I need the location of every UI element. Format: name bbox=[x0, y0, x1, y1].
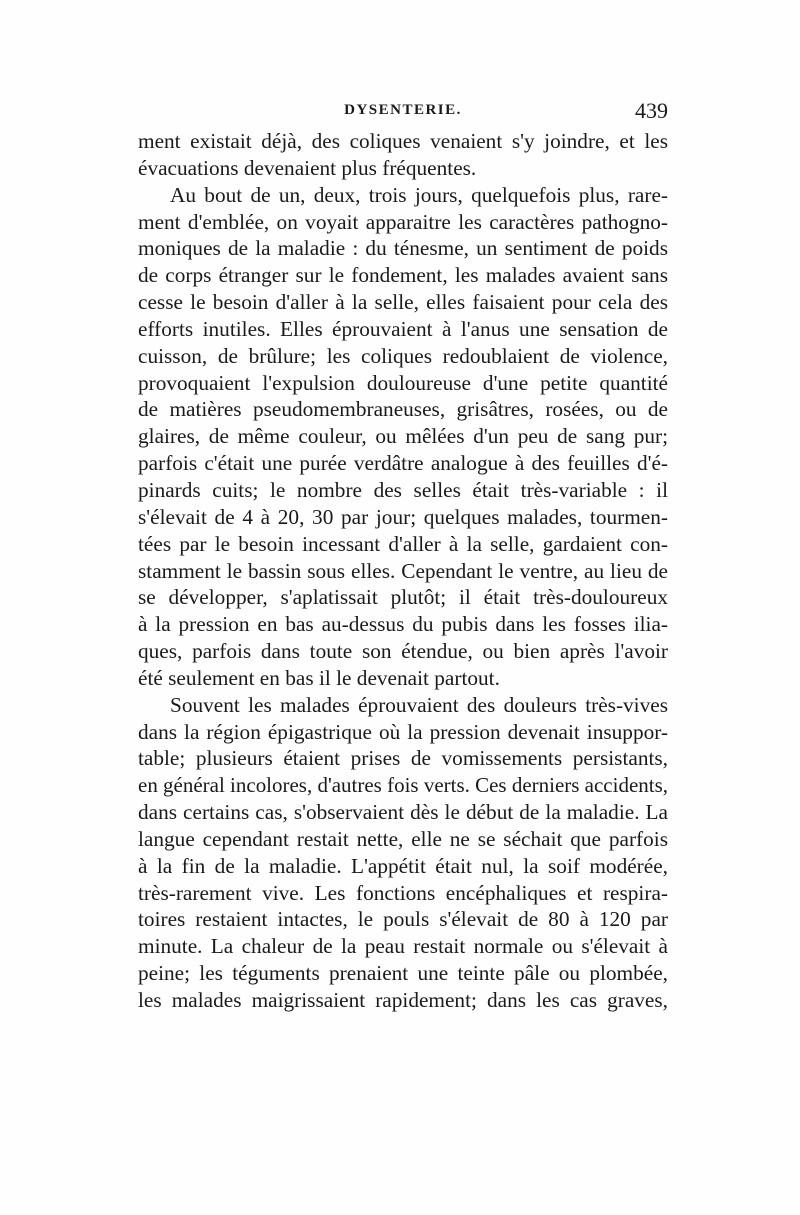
text-line: Au bout de un, deux, trois jours, quelquefois plus, rare- bbox=[170, 182, 668, 207]
text-line: les malades maigrissaient rapidement; dans les cas graves, bbox=[138, 988, 668, 1012]
text-line: en général incolores, d'autres fois verts. Ces derniers accidents, bbox=[138, 773, 668, 798]
text-line: se développer, s'aplatissait plutôt; il était très-douloureux bbox=[138, 585, 668, 610]
text-line: toires restaient intactes, le pouls s'élevait de 80 à 120 par bbox=[138, 907, 668, 932]
text-line: de corps étranger sur le fondement, les malades avaient sans bbox=[138, 263, 668, 288]
paragraph bbox=[138, 128, 668, 182]
text-line: stamment le bassin sous elles. Cependant le ventre, au lieu de bbox=[138, 558, 668, 583]
text-line: peine; les téguments prenaient une teinte pâle ou plombée, bbox=[138, 961, 668, 986]
running-head bbox=[138, 98, 668, 128]
text-line: Souvent les malades éprouvaient des douleurs très-vives bbox=[170, 692, 668, 717]
text-line: à la fin de la maladie. L'appétit était nul, la soif modérée, bbox=[138, 853, 668, 878]
text-line: ment d'emblée, on voyait apparaitre les caractères pathogno- bbox=[138, 209, 668, 234]
text-line: provoquaient l'expulsion douloureuse d'une petite quantité bbox=[138, 370, 668, 395]
text-line: moniques de la maladie : du ténesme, un sentiment de poids bbox=[138, 236, 668, 261]
text-line: été seulement en bas il le devenait partout. bbox=[138, 665, 500, 690]
text-line: dans certains cas, s'observaient dès le début de la maladie. La bbox=[138, 800, 668, 825]
text-line: à la pression en bas au-dessus du pubis dans les fosses ilia- bbox=[138, 612, 668, 637]
text-line: parfois c'était une purée verdâtre analogue à des feuilles d'é- bbox=[138, 451, 668, 476]
body-text bbox=[138, 128, 668, 1014]
text-line: dans la région épigastrique où la pression devenait insuppor- bbox=[138, 719, 668, 744]
text-line: pinards cuits; le nombre des selles était très-variable : il bbox=[138, 477, 668, 502]
text-line: minute. La chaleur de la peau restait normale ou s'élevait à bbox=[138, 934, 668, 959]
paragraph bbox=[138, 182, 668, 692]
text-line: glaires, de même couleur, ou mêlées d'un peu de sang pur; bbox=[138, 424, 668, 449]
text-line: très-rarement vive. Les fonctions encéphaliques et respira- bbox=[138, 880, 668, 905]
text-line: tées par le besoin incessant d'aller à la selle, gardaient con- bbox=[138, 531, 668, 556]
text-line: s'élevait de 4 à 20, 30 par jour; quelques malades, tourmen- bbox=[138, 504, 668, 529]
text-line: de matières pseudomembraneuses, grisâtres, rosées, ou de bbox=[138, 397, 668, 422]
text-line: efforts inutiles. Elles éprouvaient à l'anus une sensation de bbox=[138, 316, 668, 341]
running-title: DYSENTERIE. bbox=[344, 102, 462, 118]
page-number: 439 bbox=[635, 98, 668, 123]
text-line: cesse le besoin d'aller à la selle, elles faisaient pour cela des bbox=[138, 290, 668, 315]
text-line: table; plusieurs étaient prises de vomissements persistants, bbox=[138, 746, 668, 771]
text-line: langue cependant restait nette, elle ne se séchait que parfois bbox=[138, 826, 668, 851]
paragraph bbox=[138, 692, 668, 1014]
text-line: cuisson, de brûlure; les coliques redoublaient de violence, bbox=[138, 343, 668, 368]
text-line: ment existait déjà, des coliques venaient s'y joindre, et les bbox=[138, 129, 668, 153]
text-line: évacuations devenaient plus fréquentes. bbox=[138, 155, 477, 180]
text-line: ques, parfois dans toute son étendue, ou bien après l'avoir bbox=[138, 639, 668, 664]
